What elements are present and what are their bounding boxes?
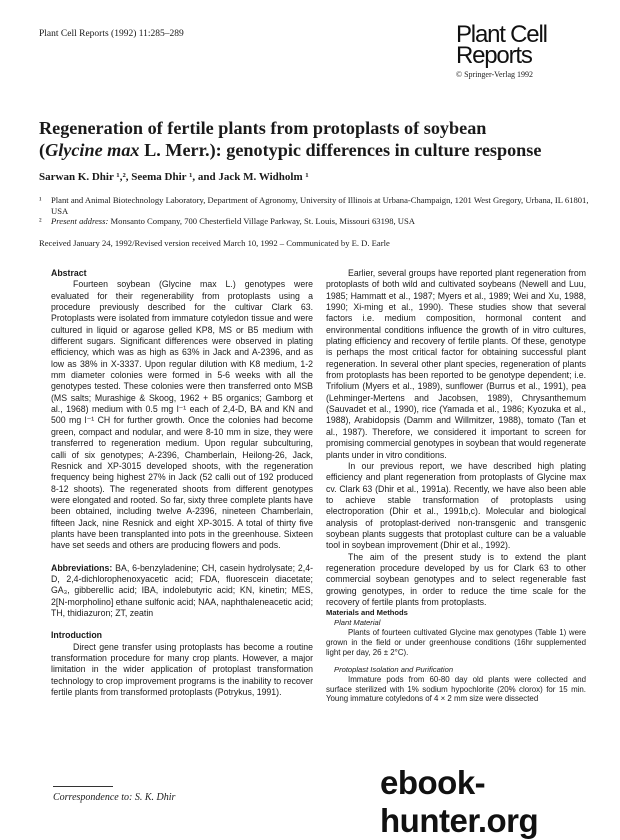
abbreviations-paragraph — [51, 563, 313, 620]
watermark-text: ebook-hunter.org — [380, 764, 539, 839]
copyright-notice: © Springer-Verlag 1992 — [456, 70, 534, 80]
body-paragraph-3: The aim of the present study is to extend the plant regeneration procedure developed by us for Clark 63 to other commercial soybean genotypes and to select regenerable fast growing genotypes, in order to reduce the time scale for the recovery of fertile plants from protoplasts. — [326, 551, 586, 607]
footnote-rule — [53, 786, 113, 787]
title-line-2-rest: L. Merr.): genotypic differences in culture response — [139, 140, 542, 160]
title-line-2: (Glycine max L. Merr.): genotypic differences in culture response — [39, 140, 542, 160]
affiliation-2 — [51, 216, 415, 227]
affiliations — [39, 195, 599, 227]
paper-title — [39, 117, 599, 161]
abstract-text: Fourteen soybean (Glycine max L.) genotypes were evaluated for their regenerability from protoplasts using a procedure previously described for the cultivar Clark 63. Protoplasts were isolated from immature cotyledon tissue and were cultured in liquid or agarose gelled KP8, MS or B5 medium with different sugars. Significant differences were observed in plating efficiency, which was as high as 63% in Jack and A-2396, and as low as 38% in X-3337. Upon regular dilution with K8 medium, 1-2 mm diameter colonies were formed in 5-6 weeks with all the genotypes tested. These colonies were then transferred onto MSB (MS salts; Murashige & Skoog, 1962 + B5 organics; Gamborg et al., 1968) medium with 0.5 mg l⁻¹ each of 2,4-D, BA and KN and 500 mg l⁻¹ CH for further growth. Once the colonies had become green, compact and nodular, and were 8-10 mm in size, they were transferred to regeneration medium. Upon regular subculturing, calli of six genotypes; A-2396, Chamberlain, Heilong-26, Jack, Resnick and XP-3015 developed shoots, with the regeneration frequency being highest 27% in Jack (52 calli out of 192 produced 8-12 shoots). The regenerated shoots from different genotypes were elongated and rooted. So far, sixty three complete plants have been obtained, including twelve A-2396, nineteen Chamberlain, fifteen Jack, nine Resnick and eight XP-3015. A total of thirty five plants have been transplanted into pots in the greenhouse. Sixteen have set seeds and others are producing flowers and pods. — [51, 279, 313, 551]
affiliation-marker-2: ² — [39, 216, 42, 226]
affiliation-marker-1: ¹ — [39, 195, 42, 205]
affiliation-1: Plant and Animal Biotechnology Laboratory, Department of Agronomy, University of Illinois at Urbana-Champaign, 1201 West Gregory, Urbana, IL 61801, USA — [51, 195, 589, 216]
left-column — [51, 268, 313, 698]
body-paragraph-1: Earlier, several groups have reported plant regeneration from protoplasts of both wild and cultivated soybeans (Newell and Luu, 1985; Hammatt et al., 1987; Myers et al., 1989; Wei and Xu, 1988, 1990; Xi-ming et al., 1990). These studies show that several factors i.e. medium composition, hormonal content and environmental conditions influence the growth of in vitro cultures, plating efficiency and recovery of fertile plants. Of these, genotype is perhaps the most critical factor for obtaining successful plant regeneration. In several other plant species, regeneration of plants from protoplasts has been reported to be genotype dependent; i.e. Trifolium (Myers et al., 1989), sunflower (Burrus et al., 1991), pea (Lehminger-Mertens and Jacobsen, 1989), Chrysanthemum (Sauvadet et al., 1990), rice (Yamada et al., 1986; Kyozuka et al., 1988), Arabidopsis (Damm and Willmitzer, 1988), tomato (Tan et al., 1987). Therefore, we considered it important to screen for promising commercial genotypes in soybean that would regenerate plants under in vitro conditions. — [326, 268, 586, 460]
introduction-heading: Introduction — [51, 630, 103, 641]
abbreviations-heading: Abbreviations: — [51, 562, 113, 573]
journal-citation: Plant Cell Reports (1992) 11:285–289 — [39, 29, 184, 39]
abstract-heading: Abstract — [51, 268, 87, 278]
right-column — [326, 268, 586, 704]
received-dates: Received January 24, 1992/Revised version received March 10, 1992 – Communicated by E. D. Earle — [39, 238, 390, 248]
methods-paragraph-1: Plants of fourteen cultivated Glycine max genotypes (Table 1) were grown in the field or under greenhouse conditions (16hr supplemented light per day, 26 ± 2°C). — [326, 628, 586, 657]
logo-line-2: Reports — [456, 42, 532, 70]
title-species: Glycine max — [45, 140, 140, 160]
methods-heading: Materials and Methods — [326, 608, 408, 618]
abbreviations-text: BA, 6-benzyladenine; CH, casein hydrolysate; 2,4-D, 2,4-dichlorophenoxyacetic acid; FDA, fluorescein diacetate; GA₃, gibberellic acid; IBA, indolebutyric acid; KN, kinetin; MES, 2[N-morpholino] ethane sulfonic acid; NAA, naphthaleneacetic acid; TH, thidiazuron; ZT, zeatin — [51, 562, 313, 618]
correspondence-note: Correspondence to: S. K. Dhir — [53, 792, 176, 803]
affiliation-2-text: Monsanto Company, 700 Chesterfield Village Parkway, St. Louis, Missouri 63198, USA — [108, 216, 415, 226]
body-paragraph-2: In our previous report, we have described high plating efficiency and plant regeneration from protoplasts of Glycine max cv. Clark 63 (Dhir et al., 1991a). Recently, we have also been able to achieve stable transformation of protoplasts using electroporation (Dhir et al., 1991b,c). Molecular and biological analysis of protoplast-derived non-transgenic and transgenic soybean plants suggests that protoplast culture can be a valuable tool in soybean improvement (Dhir et al., 1992). — [326, 460, 586, 551]
journal-logo — [456, 21, 586, 80]
affiliation-2-label: Present address: — [51, 216, 109, 226]
author-list: Sarwan K. Dhir ¹,², Seema Dhir ¹, and Jack M. Widholm ¹ — [39, 171, 309, 183]
methods-subheading-plant-material: Plant Material — [334, 618, 381, 628]
introduction-text: Direct gene transfer using protoplasts has become a routine transformation procedure for many crop plants. However, a major limitation in the wider application of protoplast transformation technology to crop improvement programs is the inability to recover fertile plants from transformed protoplasts (Potrykus, 1991). — [51, 641, 313, 698]
title-line-1: Regeneration of fertile plants from protoplasts of soybean — [39, 118, 487, 138]
methods-subheading-isolation: Protoplast Isolation and Purification — [334, 664, 454, 674]
logo-line-1: Plant Cell — [456, 21, 547, 48]
methods-paragraph-2: Immature pods from 60-80 day old plants were collected and surface sterilized with 1% sodium hypochlorite (20% clorox) for 15 min. Young immature cotyledons of 4 × 2 mm size were dissected — [326, 674, 586, 704]
